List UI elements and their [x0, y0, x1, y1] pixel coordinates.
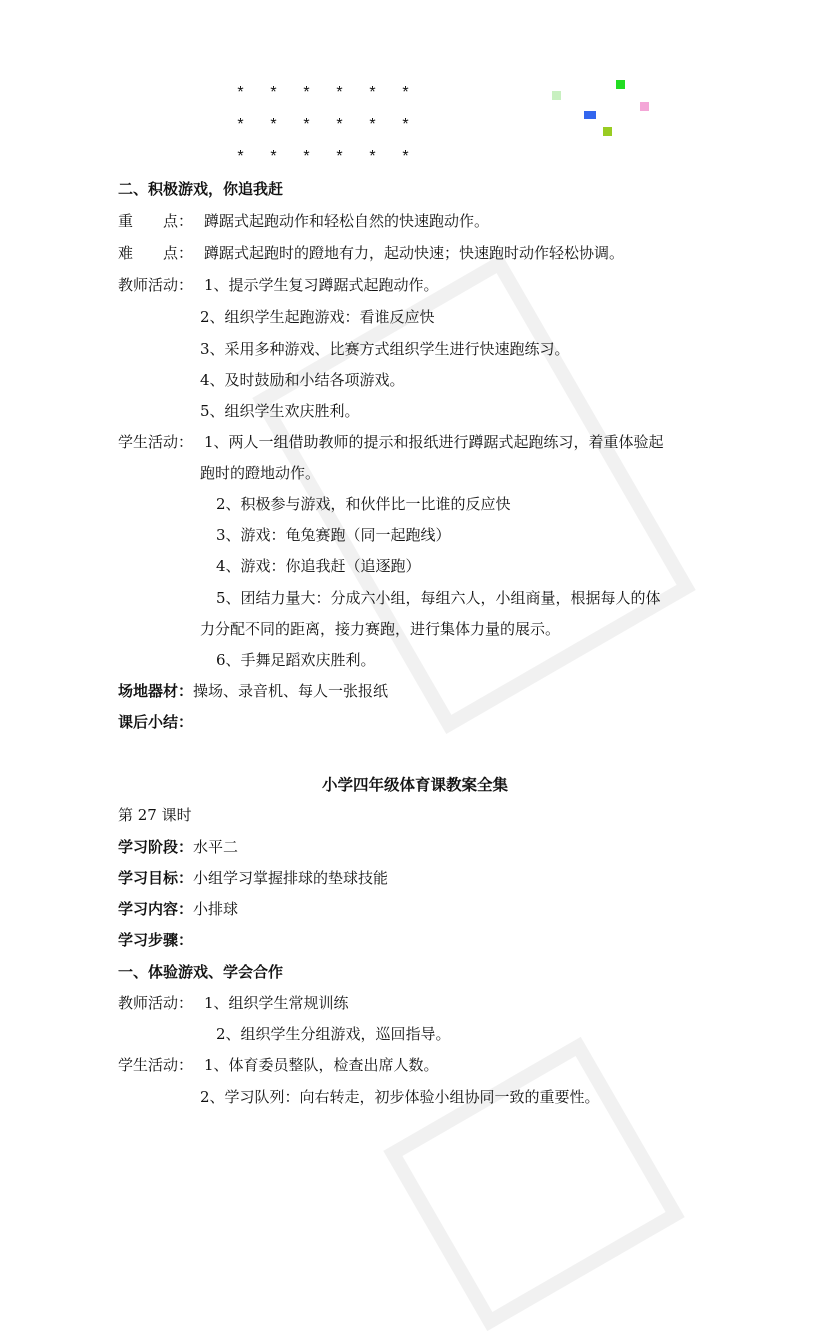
equipment-label: 场地器材：	[118, 682, 194, 700]
deco-square-blue	[584, 111, 596, 119]
steps-label: 学习步骤：	[118, 931, 194, 949]
summary-label: 课后小结：	[118, 713, 194, 731]
star: *	[402, 84, 409, 101]
star-row-3	[224, 148, 424, 166]
star: *	[402, 116, 409, 133]
teacher-activity-item: 5、组织学生欢庆胜利。	[200, 402, 360, 420]
teacher-activity-item: 1、组织学生常规训练	[204, 994, 349, 1012]
teacher-activity-item: 2、组织学生起跑游戏：看谁反应快	[200, 308, 435, 326]
teacher-activity-label: 教师活动：	[118, 276, 194, 294]
star: *	[270, 84, 277, 101]
content-label: 学习内容：	[118, 900, 194, 918]
star: *	[402, 148, 409, 165]
student-activity-item: 2、学习队列：向右转走，初步体验小组协同一致的重要性。	[200, 1088, 600, 1106]
stage-label: 学习阶段：	[118, 838, 194, 856]
student-activity-item: 2、积极参与游戏，和伙伴比一比谁的反应快	[216, 495, 511, 513]
difficulty-text: 蹲踞式起跑时的蹬地有力，起动快速；快速跑时动作轻松协调。	[204, 244, 625, 262]
goal-text: 小组学习掌握排球的垫球技能	[193, 869, 389, 887]
section-heading: 一、体验游戏、学会合作	[118, 963, 284, 981]
star: *	[336, 116, 343, 133]
content-text: 小排球	[193, 900, 239, 918]
difficulty-row	[118, 242, 624, 264]
key-point-label: 重 点：	[118, 212, 194, 230]
student-activity-item: 4、游戏：你追我赶（追逐跑）	[216, 557, 421, 575]
student-activity-row	[118, 431, 664, 453]
star: *	[237, 84, 244, 101]
content-row	[118, 898, 238, 920]
star: *	[336, 84, 343, 101]
teacher-activity-row	[118, 992, 349, 1014]
star-row-1	[224, 84, 424, 102]
key-point-row	[118, 210, 489, 232]
equipment-text: 操场、录音机、每人一张报纸	[193, 682, 389, 700]
watermark-shape-lower	[383, 1037, 684, 1331]
student-activity-label: 学生活动：	[118, 433, 194, 451]
goal-row	[118, 867, 388, 889]
teacher-activity-item: 3、采用多种游戏、比赛方式组织学生进行快速跑练习。	[200, 340, 570, 358]
deco-square-lightgreen	[552, 91, 561, 100]
star-row-2	[224, 116, 424, 134]
section-heading: 二、积极游戏，你追我赶	[118, 180, 284, 198]
document-title: 小学四年级体育课教案全集	[321, 775, 508, 794]
teacher-activity-row	[118, 274, 439, 296]
deco-square-lime	[603, 127, 612, 136]
stage-row	[118, 836, 238, 858]
star: *	[303, 148, 310, 165]
teacher-activity-label: 教师活动：	[118, 994, 194, 1012]
deco-square-green	[616, 80, 625, 89]
student-activity-item: 5、团结力量大：分成六小组，每组六人，小组商量，根据每人的体	[216, 589, 661, 607]
star: *	[270, 148, 277, 165]
student-activity-item-cont: 力分配不同的距离，接力赛跑，进行集体力量的展示。	[200, 620, 561, 638]
teacher-activity-item: 2、组织学生分组游戏，巡回指导。	[216, 1025, 451, 1043]
difficulty-label: 难 点：	[118, 244, 194, 262]
student-activity-item: 6、手舞足蹈欢庆胜利。	[216, 651, 376, 669]
goal-label: 学习目标：	[118, 869, 194, 887]
student-activity-row	[118, 1054, 439, 1076]
star: *	[303, 116, 310, 133]
equipment-row	[118, 680, 388, 702]
student-activity-item: 1、体育委员整队，检查出席人数。	[204, 1056, 439, 1074]
lesson-number: 第 27 课时	[118, 806, 192, 824]
star: *	[303, 84, 310, 101]
student-activity-item: 3、游戏：龟兔赛跑（同一起跑线）	[216, 526, 451, 544]
student-activity-item-cont: 跑时的蹬地动作。	[200, 464, 321, 482]
star: *	[237, 116, 244, 133]
deco-square-pink	[640, 102, 649, 111]
teacher-activity-item: 4、及时鼓励和小结各项游戏。	[200, 371, 405, 389]
stage-text: 水平二	[193, 838, 239, 856]
star: *	[369, 116, 376, 133]
star: *	[237, 148, 244, 165]
star: *	[270, 116, 277, 133]
teacher-activity-item: 1、提示学生复习蹲踞式起跑动作。	[204, 276, 439, 294]
student-activity-item: 1、两人一组借助教师的提示和报纸进行蹲踞式起跑练习，着重体验起	[204, 433, 664, 451]
student-activity-label: 学生活动：	[118, 1056, 194, 1074]
star: *	[369, 84, 376, 101]
key-point-text: 蹲踞式起跑动作和轻松自然的快速跑动作。	[204, 212, 490, 230]
star: *	[369, 148, 376, 165]
star: *	[336, 148, 343, 165]
